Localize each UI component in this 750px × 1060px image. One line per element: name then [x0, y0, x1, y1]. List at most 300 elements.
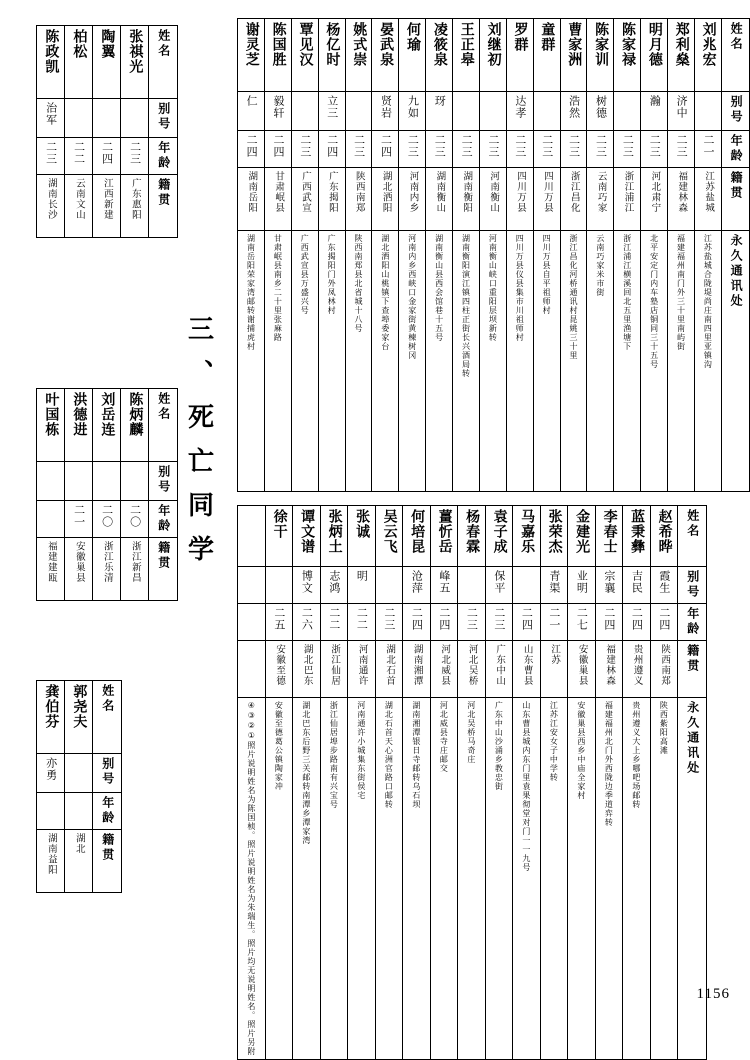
cell-name	[265, 506, 293, 567]
cell-text-addr: 江苏盐城合陇堤尚庄南四里亚镇沟	[703, 234, 713, 369]
cell-alias	[540, 567, 568, 604]
column-header-origin	[721, 168, 749, 231]
cell-origin	[453, 168, 480, 231]
cell-text-age: 二七	[575, 607, 589, 631]
cell-origin	[37, 175, 65, 238]
cell-alias	[121, 99, 149, 138]
cell-addr	[623, 698, 651, 1060]
cell-text-alias: 贤岩	[379, 95, 393, 119]
cell-name	[479, 19, 506, 92]
cell-alias	[238, 92, 265, 131]
cell-name	[238, 506, 266, 567]
cell-text-name: 刘岳连	[99, 392, 116, 437]
cell-text-origin: 湖南岳阳	[246, 171, 258, 213]
table-row	[37, 681, 122, 754]
cell-name	[614, 19, 641, 92]
cell-addr	[479, 231, 506, 492]
cell-name	[65, 681, 93, 754]
table-left-mid-container	[36, 388, 178, 601]
cell-text-name: 罗群	[512, 22, 529, 52]
cell-text-addr: 陕西紫阳高滩	[659, 701, 669, 755]
cell-text-origin: 广东中山	[494, 644, 506, 686]
cell-alias	[513, 567, 541, 604]
cell-text-age: 二三	[621, 134, 635, 158]
footnote-cell	[238, 698, 266, 1060]
cell-origin	[291, 168, 318, 231]
cell-age	[320, 604, 348, 641]
cell-addr	[430, 698, 458, 1060]
cell-origin	[375, 641, 403, 698]
cell-text-addr: 甘肃岷县南乡二十里张麻路	[273, 234, 283, 342]
cell-origin	[318, 168, 345, 231]
cell-text-origin: 湖北石首	[384, 644, 396, 686]
cell-text-name: 陈炳麟	[127, 392, 144, 437]
cell-text-age: 二四	[325, 134, 339, 158]
cell-text-addr: 湖南衡山县西会馆巷十五号	[434, 234, 444, 342]
cell-age	[694, 131, 721, 168]
cell-text-alias: 业明	[575, 570, 589, 594]
cell-name	[641, 19, 668, 92]
cell-text-origin: 云南文山	[73, 178, 85, 220]
cell-text-addr: 湖北巴东后野三关邮转南潭乡潭家湾	[301, 701, 311, 845]
cell-origin	[668, 168, 695, 231]
cell-text-addr: 广东中山沙涌乡教忠街	[494, 701, 504, 791]
cell-name	[37, 681, 65, 754]
table-row	[37, 138, 178, 175]
cell-alias	[587, 92, 614, 131]
cell-age	[65, 138, 93, 175]
cell-name	[37, 26, 65, 99]
cell-text-addr: 福建福州北门外西陇边季道弈转	[604, 701, 614, 827]
cell-age	[293, 604, 321, 641]
cell-origin	[238, 168, 265, 231]
cell-alias	[650, 567, 678, 604]
cell-age	[37, 501, 65, 538]
cell-origin	[623, 641, 651, 698]
table-right-container	[237, 18, 750, 492]
cell-addr	[587, 231, 614, 492]
column-header-name	[678, 506, 707, 567]
cell-origin	[540, 641, 568, 698]
cell-name	[560, 19, 587, 92]
cell-alias	[291, 92, 318, 131]
column-header-text: 姓名	[729, 22, 744, 52]
cell-text-origin: 陕西南郑	[659, 644, 671, 686]
cell-text-alias: 沧萍	[410, 570, 424, 594]
cell-text-alias: 志鸿	[327, 570, 341, 594]
table-bottom	[237, 505, 707, 1060]
column-header-origin	[149, 175, 178, 238]
cell-text-name: 杨春霖	[464, 509, 481, 554]
cell-text-name: 陈国胜	[270, 22, 287, 67]
cell-age	[430, 604, 458, 641]
table-row	[238, 92, 750, 131]
cell-name	[453, 19, 480, 92]
cell-text-addr: 湖北石首天心洲官路口邮转	[384, 701, 394, 809]
cell-name	[318, 19, 345, 92]
cell-addr	[399, 231, 426, 492]
cell-alias	[641, 92, 668, 131]
cell-name	[293, 506, 321, 567]
column-header-text: 永久通讯处	[685, 701, 700, 776]
cell-name	[372, 19, 399, 92]
cell-text-alias: 树德	[594, 95, 608, 119]
cell-alias	[458, 567, 486, 604]
cell-text-name: 吴云飞	[381, 509, 398, 554]
cell-text-addr: 河南通许小城集东街侯宅	[356, 701, 366, 800]
column-header-text: 年龄	[156, 141, 171, 171]
cell-text-name: 张诚	[354, 509, 371, 539]
cell-text-name: 赵希晔	[656, 509, 673, 554]
cell-text-addr: 湖北洒阳山桃镇下查埠委家台	[380, 234, 390, 351]
cell-origin	[293, 641, 321, 698]
cell-text-alias: 亦勇	[44, 757, 58, 781]
cell-text-name: 叶国栋	[43, 392, 60, 437]
cell-age	[540, 604, 568, 641]
column-header-alias	[149, 99, 178, 138]
cell-text-name: 晏武泉	[378, 22, 395, 67]
cell-text-alias: 立三	[325, 95, 339, 119]
cell-text-age: 二三	[352, 134, 366, 158]
cell-age	[37, 138, 65, 175]
cell-text-name: 张炳土	[326, 509, 343, 554]
cell-text-name: 龚伯芬	[43, 684, 60, 729]
cell-addr	[513, 698, 541, 1060]
cell-text-origin: 福建建瓯	[45, 541, 57, 583]
cell-age	[560, 131, 587, 168]
cell-text-origin: 河南衡山	[488, 171, 500, 213]
cell-name	[93, 26, 121, 99]
column-header-text: 籍贯	[685, 644, 700, 674]
table-row	[37, 99, 178, 138]
table-row	[238, 131, 750, 168]
table-left-top	[36, 25, 178, 238]
cell-alias	[293, 567, 321, 604]
cell-age	[93, 138, 121, 175]
cell-text-age: 二一	[547, 607, 561, 631]
cell-name	[121, 26, 149, 99]
cell-text-origin: 广东惠阳	[129, 178, 141, 220]
cell-alias	[403, 567, 431, 604]
column-header-text: 别号	[729, 95, 744, 125]
table-left-bottom	[36, 680, 122, 893]
cell-origin	[587, 168, 614, 231]
column-header-name	[149, 26, 178, 99]
cell-alias	[65, 754, 93, 793]
cell-name	[348, 506, 376, 567]
cell-text-addr: 浙江仙居埠步路南有兴宝号	[329, 701, 339, 809]
cell-addr	[533, 231, 560, 492]
cell-name	[238, 19, 265, 92]
cell-text-origin: 河北威县	[439, 644, 451, 686]
cell-name	[623, 506, 651, 567]
cell-origin	[485, 641, 513, 698]
cell-age	[121, 501, 149, 538]
cell-age	[513, 604, 541, 641]
cell-text-name: 刘兆宏	[700, 22, 717, 67]
cell-text-age: 二三	[433, 134, 447, 158]
cell-text-addr: 福建福州南门外三十里南屿街	[676, 234, 686, 351]
cell-text-alias: 宗襄	[602, 570, 616, 594]
cell-text-alias: 毅轩	[271, 95, 285, 119]
cell-origin	[121, 175, 149, 238]
cell-text-addr: 贵州遵义大上乡哪吧场邮转	[631, 701, 641, 809]
cell-age	[93, 501, 121, 538]
cell-text-origin: 浙江浦江	[622, 171, 634, 213]
cell-origin	[426, 168, 453, 231]
cell-name	[93, 389, 121, 462]
cell-text-addr: 河北威县寺庄邮交	[439, 701, 449, 773]
cell-name	[291, 19, 318, 92]
cell-text-age: 二三	[128, 141, 142, 165]
cell-text-alias: 济中	[675, 95, 689, 119]
table-bottom-container	[237, 505, 707, 1060]
cell-text-name: 徐干	[271, 509, 288, 539]
cell-age	[399, 131, 426, 168]
cell-text-age: 二三	[492, 607, 506, 631]
cell-name	[37, 389, 65, 462]
column-header-alias	[678, 567, 707, 604]
cell-alias	[65, 462, 93, 501]
cell-text-age: 二四	[602, 607, 616, 631]
cell-text-name: 金建光	[574, 509, 591, 554]
cell-alias	[121, 462, 149, 501]
cell-text-origin: 河南内乡	[407, 171, 419, 213]
cell-text-origin: 湖北巴东	[301, 644, 313, 686]
cell-name	[595, 506, 623, 567]
table-row	[238, 168, 750, 231]
cell-text-origin: 江西新建	[101, 178, 113, 220]
cell-text-addr: ④③②①照片说明姓名为陈国桢。照片说明姓名为朱瑞生。照片均无说明姓名。照片另附	[246, 701, 256, 1056]
table-row	[238, 19, 750, 92]
cell-text-name: 张荣杰	[546, 509, 563, 554]
cell-alias	[399, 92, 426, 131]
column-header-origin	[149, 538, 178, 601]
cell-alias	[694, 92, 721, 131]
cell-text-name: 童群	[539, 22, 556, 52]
cell-text-name: 曹家洲	[566, 22, 583, 67]
cell-origin	[372, 168, 399, 231]
cell-text-origin: 河南通许	[356, 644, 368, 686]
cell-origin	[403, 641, 431, 698]
cell-origin	[513, 641, 541, 698]
cell-addr	[641, 231, 668, 492]
cell-origin	[595, 641, 623, 698]
cell-text-alias: 瀚	[648, 95, 662, 107]
cell-text-age: 二六	[300, 607, 314, 631]
cell-name	[458, 506, 486, 567]
cell-text-addr: 江苏江安女子中学转	[549, 701, 559, 782]
cell-text-origin: 湖南长沙	[45, 178, 57, 220]
cell-text-origin: 福建林森	[676, 171, 688, 213]
cell-age	[458, 604, 486, 641]
cell-addr	[540, 698, 568, 1060]
cell-alias	[348, 567, 376, 604]
cell-origin	[320, 641, 348, 698]
table-row	[37, 830, 122, 893]
cell-addr	[372, 231, 399, 492]
cell-alias	[430, 567, 458, 604]
cell-text-age: 二〇	[128, 504, 142, 528]
cell-text-age: 二五	[272, 607, 286, 631]
cell-text-addr: 浙江昌化河桥通讯村昆姚三十里	[569, 234, 579, 360]
cell-name	[345, 19, 372, 92]
cell-text-age: 二三	[594, 134, 608, 158]
page-number: 1156	[696, 986, 730, 1002]
cell-origin	[37, 538, 65, 601]
cell-alias	[623, 567, 651, 604]
column-header-addr	[721, 231, 749, 492]
cell-text-age: 二三	[648, 134, 662, 158]
cell-alias	[318, 92, 345, 131]
column-header-alias	[721, 92, 749, 131]
cell-addr	[293, 698, 321, 1060]
cell-text-addr: 湖南岳阳荣家湾邮转谢捕虎村	[246, 234, 256, 351]
cell-name	[568, 506, 596, 567]
cell-origin	[458, 641, 486, 698]
cell-alias	[614, 92, 641, 131]
cell-age	[121, 138, 149, 175]
cell-text-age: 二〇	[100, 504, 114, 528]
cell-text-addr: 湖南衡阳演江镇四柱正街长兴酒局转	[461, 234, 471, 378]
cell-text-alias: 九如	[406, 95, 420, 119]
cell-text-addr: 河南内乡西峡口金家街黄楝树冈	[407, 234, 417, 360]
column-header-text: 年龄	[156, 504, 171, 534]
cell-text-origin: 浙江仙居	[329, 644, 341, 686]
cell-origin	[121, 538, 149, 601]
cell-text-origin: 湖南湘潭	[411, 644, 423, 686]
column-header-text: 姓名	[685, 509, 700, 539]
cell-text-addr: 河北吴桥马奇庄	[466, 701, 476, 764]
cell-name	[587, 19, 614, 92]
cell-text-alias: 青渠	[547, 570, 561, 594]
cell-name	[513, 506, 541, 567]
cell-addr	[320, 698, 348, 1060]
cell-addr	[614, 231, 641, 492]
cell-name	[533, 19, 560, 92]
cell-text-age: 二三	[567, 134, 581, 158]
cell-text-alias: 明	[355, 570, 369, 582]
cell-text-name: 陶翼	[99, 29, 116, 59]
cell-text-addr: 湖南湘潭银日寺邮转乌石坝	[411, 701, 421, 809]
cell-text-origin: 江苏盐城	[703, 171, 715, 213]
cell-alias	[93, 99, 121, 138]
cell-text-alias: 仁	[245, 95, 259, 107]
cell-alias	[668, 92, 695, 131]
cell-name	[121, 389, 149, 462]
cell-alias	[453, 92, 480, 131]
cell-age	[238, 604, 266, 641]
column-header-text: 别号	[685, 570, 700, 600]
table-right	[237, 18, 750, 492]
column-header-text: 永久通讯处	[729, 234, 744, 309]
cell-text-origin: 安徽巢县	[73, 541, 85, 583]
cell-text-origin: 浙江昌化	[568, 171, 580, 213]
cell-age	[595, 604, 623, 641]
cell-name	[485, 506, 513, 567]
cell-age	[479, 131, 506, 168]
cell-origin	[694, 168, 721, 231]
cell-text-name: 郭尧夫	[71, 684, 88, 729]
cell-name	[320, 506, 348, 567]
cell-age	[403, 604, 431, 641]
column-header-text: 姓名	[100, 684, 115, 714]
cell-addr	[453, 231, 480, 492]
cell-addr	[560, 231, 587, 492]
column-header-alias	[93, 754, 122, 793]
cell-text-alias: 霞生	[657, 570, 671, 594]
column-header-name	[149, 389, 178, 462]
table-row	[37, 754, 122, 793]
cell-addr	[265, 698, 293, 1060]
cell-age	[318, 131, 345, 168]
cell-alias	[533, 92, 560, 131]
cell-text-addr: 北平安定门内车塾店铜同三十五号	[649, 234, 659, 369]
cell-alias	[479, 92, 506, 131]
cell-text-age: 二四	[410, 607, 424, 631]
cell-text-name: 李春士	[601, 509, 618, 554]
cell-alias	[426, 92, 453, 131]
cell-text-addr: 云南巧家米市街	[595, 234, 605, 297]
cell-text-name: 刘继初	[485, 22, 502, 67]
column-header-age	[149, 138, 178, 175]
table-row	[37, 175, 178, 238]
cell-age	[348, 604, 376, 641]
cell-age	[453, 131, 480, 168]
cell-alias	[37, 99, 65, 138]
cell-age	[426, 131, 453, 168]
cell-addr	[348, 698, 376, 1060]
cell-text-age: 二三	[486, 134, 500, 158]
cell-text-origin: 广西武宣	[300, 171, 311, 213]
cell-text-origin: 湖北	[73, 833, 85, 854]
column-header-text: 年龄	[685, 607, 700, 637]
cell-origin	[65, 538, 93, 601]
cell-age	[506, 131, 533, 168]
column-header-text: 别号	[100, 757, 115, 787]
cell-age	[345, 131, 372, 168]
cell-addr	[291, 231, 318, 492]
column-header-text: 年龄	[729, 134, 744, 164]
cell-age	[568, 604, 596, 641]
cell-text-origin: 安徽巢县	[576, 644, 588, 686]
cell-text-age: 二三	[675, 134, 689, 158]
cell-text-alias: 峰五	[437, 570, 451, 594]
cell-text-addr: 四川万县自平祖师村	[542, 234, 552, 315]
cell-age	[587, 131, 614, 168]
cell-addr	[650, 698, 678, 1060]
cell-addr	[345, 231, 372, 492]
table-row	[238, 604, 707, 641]
cell-origin	[650, 641, 678, 698]
cell-text-origin: 四川万县	[515, 171, 526, 213]
cell-alias	[560, 92, 587, 131]
cell-origin	[641, 168, 668, 231]
cell-name	[426, 19, 453, 92]
cell-text-origin: 广东揭阳	[326, 171, 338, 213]
cell-age	[372, 131, 399, 168]
cell-text-origin: 山东曹县	[521, 644, 533, 686]
cell-origin	[264, 168, 291, 231]
cell-text-age: 二三	[460, 134, 474, 158]
cell-text-age: 二四	[245, 134, 259, 158]
cell-text-age: 二四	[657, 607, 671, 631]
column-header-age	[678, 604, 707, 641]
cell-alias	[506, 92, 533, 131]
column-header-text: 籍贯	[729, 171, 744, 201]
column-header-name	[721, 19, 749, 92]
cell-text-age: 二一	[72, 504, 86, 528]
